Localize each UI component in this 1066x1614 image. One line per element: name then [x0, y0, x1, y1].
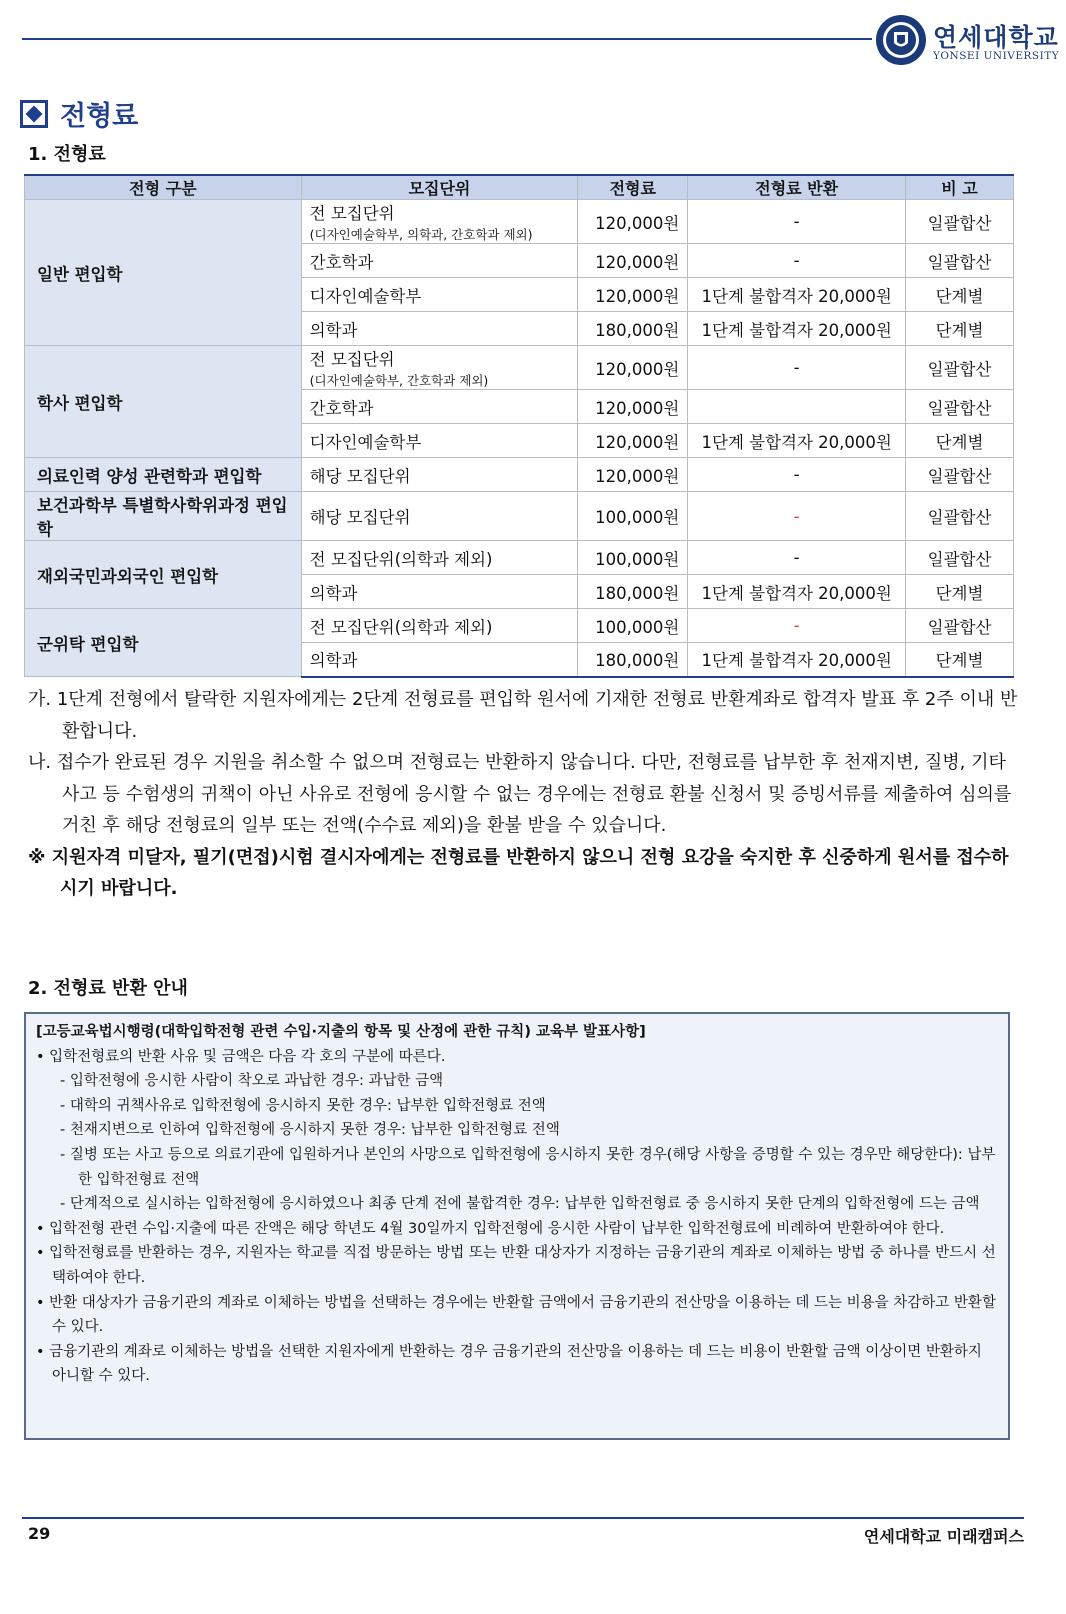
header-refund: 전형료 반환 [688, 175, 906, 200]
logo-english-text: YONSEI UNIVERSITY [933, 50, 1060, 62]
category-cell: 군위탁 편입학 [25, 609, 302, 677]
fee-cell: 100,000원 [578, 609, 688, 643]
logo-korean-text: 연세대학교 [933, 23, 1059, 52]
list-item: - 단계적으로 실시하는 입학전형에 응시하였으나 최종 단계 전에 불합격한 경우: 납부한 입학전형료 중 응시하지 못한 단계의 입학전형에 드는 금액 [60, 1196, 980, 1213]
list-item: • 입학전형료를 반환하는 경우, 지원자는 학교를 직접 방문하는 방법 또는 반환 대상자가 지정하는 금융기관의 계좌로 이체하는 방법 중 하나를 반드시 선택하여야 한다. [36, 1245, 996, 1286]
note-cell: 일괄합산 [906, 200, 1014, 244]
unit-cell: 해당 모집단위 [301, 458, 578, 492]
category-cell: 재외국민과외국인 편입학 [25, 541, 302, 609]
unit-cell: 의학과 [301, 643, 578, 677]
note-cell: 일괄합산 [906, 458, 1014, 492]
refund-cell: - [688, 541, 906, 575]
unit-cell: 간호학과 [301, 390, 578, 424]
fee-table [24, 174, 1014, 678]
refund-cell: - [688, 609, 906, 643]
unit-cell: 의학과 [301, 312, 578, 346]
yonsei-logo [875, 14, 1060, 66]
refund-cell: - [688, 492, 906, 541]
fee-cell: 120,000원 [578, 346, 688, 390]
university-seal-icon [875, 14, 927, 66]
list-item: • 반환 대상자가 금융기관의 계좌로 이체하는 방법을 선택하는 경우에는 반환할 금액에서 금융기관의 전산망을 이용하는 데 드는 비용을 차감하고 반환할 수 있다. [36, 1294, 996, 1336]
fee-cell: 100,000원 [578, 492, 688, 541]
note-cell: 일괄합산 [906, 541, 1014, 575]
unit-cell: 전 모집단위(의학과 제외) [301, 541, 578, 575]
note-cell: 일괄합산 [906, 609, 1014, 643]
list-item: - 천재지변으로 인하여 입학전형에 응시하지 못한 경우: 납부한 입학전형료 전액 [60, 1122, 560, 1139]
section-title [20, 94, 138, 133]
refund-cell: - [688, 346, 906, 390]
unit-cell: 전 모집단위(의학과 제외) [301, 609, 578, 643]
regulation-heading: [고등교육법시행령(대학입학전형 관련 수입·지출의 항목 및 산정에 관한 규칙) 교육부 발표사항] [36, 1024, 646, 1040]
note-cell: 단계별 [906, 312, 1014, 346]
fee-notes [28, 684, 1018, 905]
header-unit: 모집단위 [301, 175, 578, 200]
list-item: - 입학전형에 응시한 사람이 착오로 과납한 경우: 과납한 금액 [60, 1073, 444, 1090]
header-note: 비 고 [906, 175, 1014, 200]
note-ga: 가. 1단계 전형에서 탈락한 지원자에게는 2단계 전형료를 편입학 원서에 기재한 전형료 반환계좌로 합격자 발표 후 2주 이내 반환합니다. [28, 689, 1018, 742]
header-fee: 전형료 [578, 175, 688, 200]
header-category: 전형 구분 [25, 175, 302, 200]
refund-cell: 1단계 불합격자 20,000원 [688, 312, 906, 346]
table-header-row [25, 175, 1014, 200]
list-item: - 질병 또는 사고 등으로 의료기관에 입원하거나 본인의 사망으로 입학전형에 응시하지 못한 경우(해당 사항을 증명할 수 있는 경우만 해당한다): 납부한 입학전형료 전액 [60, 1146, 996, 1188]
unit-cell: 디자인예술학부 [301, 424, 578, 458]
category-cell: 의료인력 양성 관련학과 편입학 [25, 458, 302, 492]
refund-cell: 1단계 불합격자 20,000원 [688, 575, 906, 609]
note-cell: 단계별 [906, 643, 1014, 677]
fee-cell: 120,000원 [578, 458, 688, 492]
fee-cell: 180,000원 [578, 575, 688, 609]
header-rule [22, 38, 872, 40]
page-number: 29 [28, 1524, 51, 1543]
unit-cell: 의학과 [301, 575, 578, 609]
fee-cell: 180,000원 [578, 643, 688, 677]
list-item: • 입학전형 관련 수입·지출에 따른 잔액은 해당 학년도 4월 30일까지 입학전형에 응시한 사람이 납부한 입학전형료에 비례하여 반환하여야 한다. [36, 1220, 945, 1237]
fee-cell: 120,000원 [578, 390, 688, 424]
refund-cell: - [688, 458, 906, 492]
table-row [25, 346, 1014, 390]
fee-cell: 120,000원 [578, 424, 688, 458]
note-cell: 단계별 [906, 278, 1014, 312]
unit-subtext: (디자인예술학부, 의학과, 간호학과 제외) [309, 227, 533, 242]
unit-cell: 해당 모집단위 [301, 492, 578, 541]
note-cell: 일괄합산 [906, 492, 1014, 541]
refund-cell: - [688, 200, 906, 244]
list-item: • 금융기관의 계좌로 이체하는 방법을 선택한 지원자에게 반환하는 경우 금융기관의 전산망을 이용하는 데 드는 비용이 반환할 금액 이상이면 반환하지 아니할 수 있다. [36, 1343, 982, 1385]
subheading-fees: 1. 전형료 [28, 144, 106, 165]
refund-cell: 1단계 불합격자 20,000원 [688, 643, 906, 677]
refund-cell: - [688, 244, 906, 278]
unit-cell: 간호학과 [301, 244, 578, 278]
note-na: 나. 접수가 완료된 경우 지원을 취소할 수 없으며 전형료는 반환하지 않습니다. 다만, 전형료를 납부한 후 천재지변, 질병, 기타 사고 등 수험생의 귀책이 아닌 사유로 전형에 응시할 수 없는 경우에는 전형료 환불 신청서 및 증빙서류를 제출하여 심의를 거친 후 해당 전형료의 일부 또는 전액(수수료 제외)을 환불 받을 수 있습니다. [28, 752, 1012, 836]
list-item: • 입학전형료의 반환 사유 및 금액은 다음 각 호의 구분에 따른다. [36, 1048, 446, 1065]
fee-cell: 180,000원 [578, 312, 688, 346]
refund-cell [688, 390, 906, 424]
table-row [25, 458, 1014, 492]
note-cell: 단계별 [906, 424, 1014, 458]
subheading-refund-guide: 2. 전형료 반환 안내 [28, 978, 188, 999]
category-cell: 학사 편입학 [25, 346, 302, 458]
unit-cell: 디자인예술학부 [301, 278, 578, 312]
refund-cell: 1단계 불합격자 20,000원 [688, 424, 906, 458]
fee-cell: 120,000원 [578, 244, 688, 278]
footer-rule [22, 1517, 1024, 1519]
footer-campus-name: 연세대학교 미래캠퍼스 [863, 1527, 1024, 1546]
unit-subtext: (디자인예술학부, 간호학과 제외) [309, 373, 489, 388]
table-row [25, 541, 1014, 575]
fee-cell: 100,000원 [578, 541, 688, 575]
fee-cell: 120,000원 [578, 278, 688, 312]
unit-cell: 전 모집단위 (디자인예술학부, 간호학과 제외) [301, 346, 578, 390]
refund-cell: 1단계 불합격자 20,000원 [688, 278, 906, 312]
fee-cell: 120,000원 [578, 200, 688, 244]
unit-cell: 전 모집단위 (디자인예술학부, 의학과, 간호학과 제외) [301, 200, 578, 244]
note-cell: 일괄합산 [906, 244, 1014, 278]
list-item: - 대학의 귀책사유로 입학전형에 응시하지 못한 경우: 납부한 입학전형료 전액 [60, 1097, 546, 1114]
table-row [25, 200, 1014, 244]
note-cell: 일괄합산 [906, 390, 1014, 424]
diamond-bullet-icon [20, 100, 48, 128]
table-row [25, 492, 1014, 541]
category-cell: 일반 편입학 [25, 200, 302, 346]
table-row [25, 609, 1014, 643]
note-cell: 일괄합산 [906, 346, 1014, 390]
note-cell: 단계별 [906, 575, 1014, 609]
category-cell: 보건과학부 특별학사학위과정 편입학 [25, 492, 302, 541]
warning-note: ※ 지원자격 미달자, 필기(면접)시험 결시자에게는 전형료를 반환하지 않으니 전형 요강을 숙지한 후 신중하게 원서를 접수하시기 바랍니다. [28, 846, 1009, 899]
section-title-text: 전형료 [60, 101, 139, 132]
refund-regulation-box [24, 1012, 1010, 1440]
